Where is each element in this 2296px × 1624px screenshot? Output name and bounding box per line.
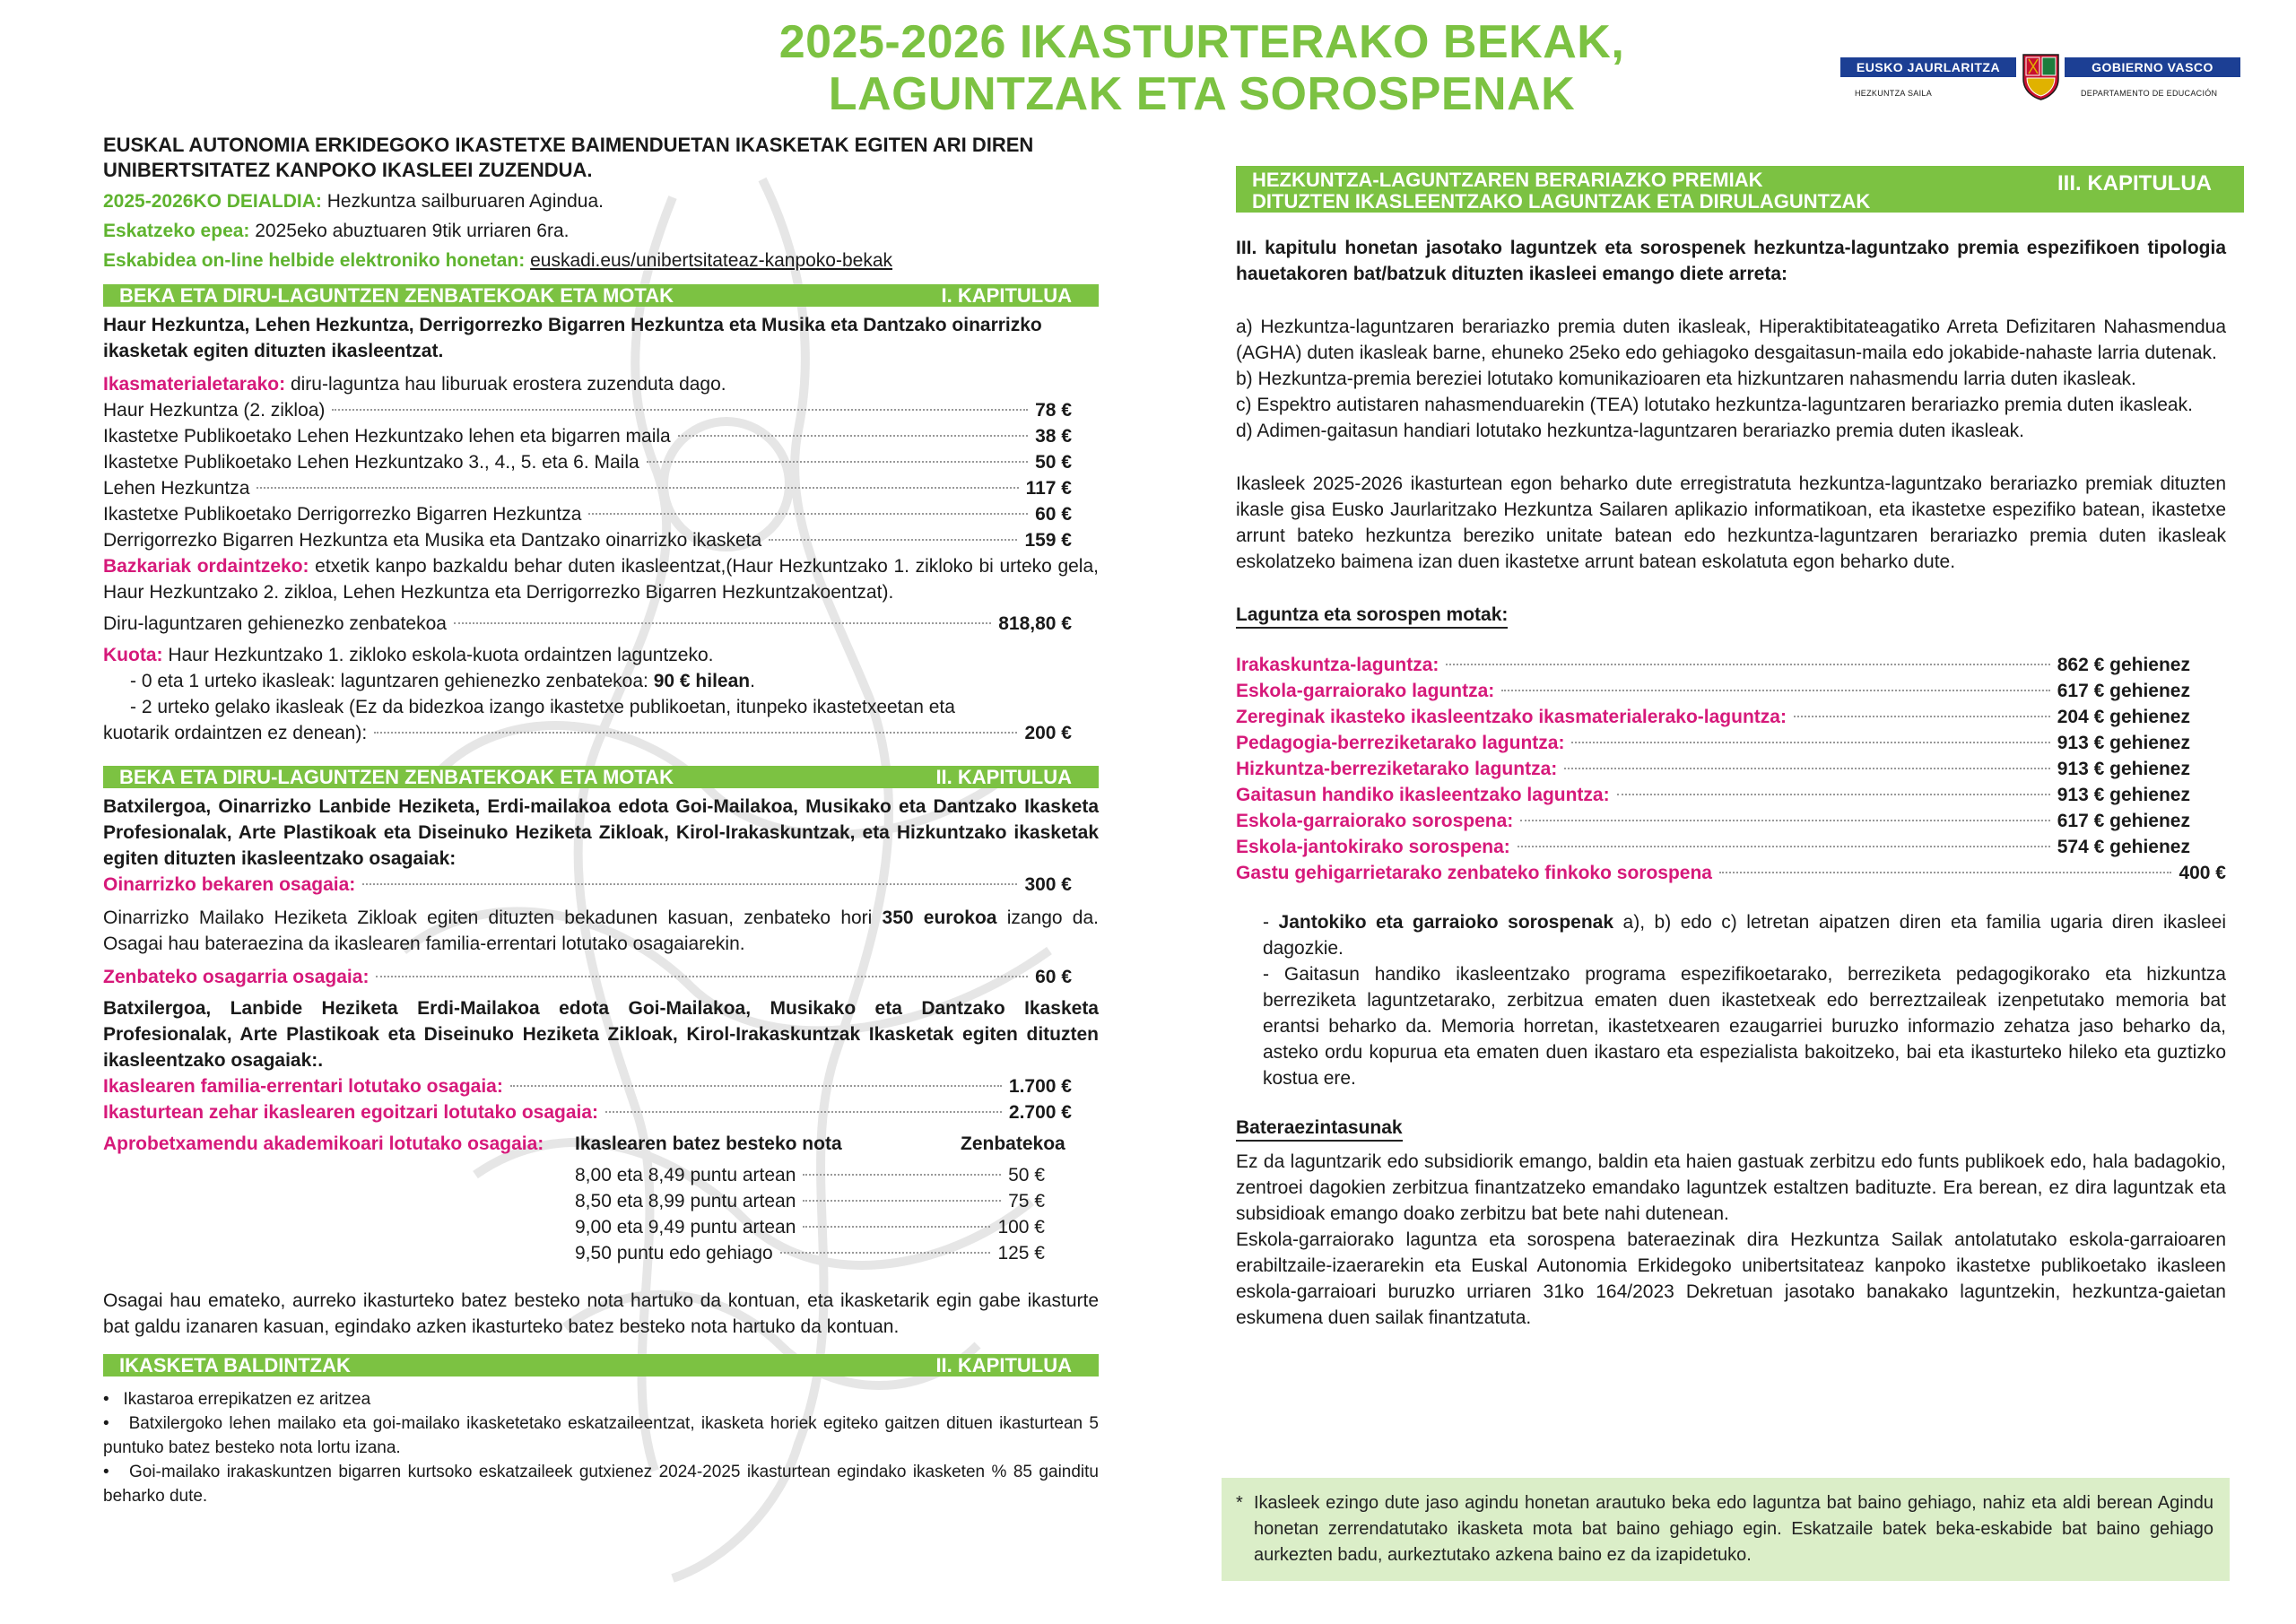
extra-amount-value: 60 € [1035, 967, 1072, 987]
chapter3-bar-chapter: III. KAPITULUA [2057, 171, 2212, 195]
list-item: Derrigorrezko Bigarren Hezkuntza eta Musika eta Dantzako oinarrizko ikasketa 159 € [103, 530, 1072, 551]
academic-label: Aprobetxamendu akademikoari lotutako osagaia: [103, 1133, 544, 1154]
table-row: 8,50 eta 8,99 puntu artean 75 € [575, 1191, 1045, 1211]
list-item: Haur Hezkuntza (2. zikloa) 78 € [103, 400, 1072, 421]
online-application-link[interactable]: euskadi.eus/unibertsitateaz-kanpoko-bekak [530, 250, 893, 271]
max-amount-row [103, 611, 1099, 637]
list-item: c) Espektro autistaren nahasmenduarekin (TEA) lotutako hezkuntza-laguntzaren berariazko premia duten ikasleak. [1236, 395, 2193, 415]
fee-text: Haur Hezkuntzako 1. zikloko eskola-kuota ordaintzen laguntzeko. [162, 645, 714, 665]
incompat-p2: Eskola-garraiorako laguntza eta sorospena bateraezinak dira Hezkuntza Sailak antolatutako eskola-garraioaren erabiltzaile-izaerarekin eta Euskal Autonomia Erkidegoko unibertsitateaz kanpoko ikastetxe publikoetako ikasleen eskola-garraioari buruzko urriaren 31ko 164/2023 Dekretuan jasotako banakako laguntzekin, hezkuntza-gaietan eskumena duen sailak finantzatuta. [1236, 1229, 2226, 1328]
lunch-paragraph [103, 553, 1099, 605]
academic-table [575, 1162, 1045, 1266]
list-item: Irakaskuntza-laguntza: 862 € gehienez [1236, 655, 2190, 675]
extra-amount-label: Zenbateko osagarria osagaia: [103, 967, 370, 987]
intro-deadline-label: Eskatzeko epea: [103, 221, 250, 241]
page-title-line2: LAGUNTZAK ETA SOROSPENAK [828, 68, 1576, 120]
logo-right-bar: GOBIERNO VASCO [2065, 57, 2240, 77]
chapter1-bar-chapter: I. KAPITULUA [941, 284, 1072, 307]
lunch-label: Bazkariak ordaintzeko: [103, 556, 309, 577]
chapter3-bar-line2: DITUZTEN IKASLEENTZAKO LAGUNTZAK ETA DIRULAGUNTZAK [1252, 190, 1871, 213]
footnote-box [1222, 1478, 2230, 1581]
intro-deadline [103, 218, 1099, 244]
materials-label: Ikasmaterialetarako: [103, 374, 286, 395]
lunch-text: etxetik kanpo bazkaldu behar duten ikasleentzat,(Haur Hezkuntzako 1. zikloko bi urteko gela, Haur Hezkuntzako 2. zikloa, Lehen Hezkuntza eta Derrigorrezko Bigarren Hezkuntzakoentzat). [103, 556, 1099, 603]
aid-types-heading [1236, 602, 2226, 629]
conditions-bar-title: IKASKETA BALDINTZAK [119, 1354, 351, 1376]
conditions-bar [103, 1354, 1099, 1376]
chapter3-bar [1236, 166, 2244, 213]
list-item: Ikastetxe Publikoetako Lehen Hezkuntzako 3., 4., 5. eta 6. Maila 50 € [103, 452, 1072, 473]
page-title-line1: 2025-2026 IKASTURTERAKO BEKAK, [778, 16, 1625, 68]
list-item: Ikastetxe Publikoetako Lehen Hezkuntzako lehen eta bigarren maila 38 € [103, 426, 1072, 447]
list-item: Pedagogia-berreziketarako laguntza: 913 € gehienez [1236, 733, 2190, 753]
intro-call-text: Hezkuntza sailburuaren Agindua. [321, 191, 604, 212]
list-item: Zereginak ikasteko ikasleentzako ikasmaterialerako-laguntza: 204 € gehienez [1236, 707, 2190, 727]
list-item: Gastu gehigarrietarako zenbateko finkoko sorospena 400 € [1236, 863, 2226, 883]
chapter3-bar-line1: HEZKUNTZA-LAGUNTZAREN BERARIAZKO PREMIAK [1252, 169, 1763, 191]
conditions-bar-chapter: II. KAPITULUA [935, 1354, 1072, 1376]
academic-note: Osagai hau emateko, aurreko ikasturteko batez besteko nota hartuko da kontuan, eta ikasketarik egin gabe ikasturte bat galdu izanaren kasuan, egindako azken ikasturteko batez besteko nota hartuko da kontuan. [103, 1290, 1099, 1337]
list-item: b) Hezkuntza-premia bereziei lotutako komunikazioaren eta hizkuntzaren nahasmendu larria duten ikasleak. [1236, 369, 2136, 389]
chapter2-bar-chapter: II. KAPITULUA [935, 766, 1072, 788]
fee-intro [103, 642, 1099, 668]
fee-item-2: - 2 urteko gelako ikasleak (Ez da bidezkoa izango ikastetxe publikoetan, itunpeko ikastetxeetan eta [130, 697, 955, 717]
list-item: d) Adimen-gaitasun handiari lotutako hezkuntza-laguntzaren berariazko premia duten ikasleak. [1236, 421, 2025, 441]
aid-types-title: Laguntza eta sorospen motak: [1236, 604, 1508, 629]
academic-col1: Ikaslearen batez besteko nota [575, 1133, 842, 1154]
page-title [718, 16, 1686, 120]
chapter2-bar [103, 766, 1099, 788]
aid-types-list [1236, 652, 2226, 886]
chapter1-bar-title: BEKA ETA DIRU-LAGUNTZEN ZENBATEKOAK ETA MOTAK [119, 284, 674, 307]
list-item: Ikastetxe Publikoetako Derrigorrezko Bigarren Hezkuntza 60 € [103, 504, 1072, 525]
table-row: 9,50 puntu edo gehiago 125 € [575, 1243, 1045, 1264]
chapter2-subtitle2: Batxilergoa, Lanbide Heziketa Erdi-Mailakoa edota Goi-Mailakoa, Musikako eta Dantzako Ikasketa Profesionalak, Arte Plastikoak eta Diseinuko Heziketa Zikloak, Kirol-Irakaskuntzak Ikasketak egiten dituzten ikasleentzako osagaiak:. [103, 998, 1099, 1071]
materials-intro [103, 371, 1099, 397]
incompat-title: Bateraezintasunak [1236, 1116, 1403, 1142]
incompat-heading [1236, 1115, 2226, 1142]
footnote-star: * [1236, 1493, 1243, 1513]
chapter3-registration: Ikasleek 2025-2026 ikasturtean egon beharko dute erregistratuta hezkuntza-laguntzako berariazko premiak dituzten ikasle gisa Eusko Jaurlaritzako Hezkuntza Sailaren aplikazio informatikoan, eta ikastetxe espezifiko batean, ikastetxe arrunt bateko hezkuntza bereziko unitate batean edo hezkuntza-laguntzaren berariazko premia duten ikasleak eskolatzeko baimena izan duen ikastetxe arrunt batean eskolatuta egon beharko dute. [1236, 473, 2226, 572]
logo-left-sub: HEZKUNTZA SAILA [1855, 89, 1933, 98]
basic-grant-row [103, 872, 1099, 898]
fee-item-1: - 0 eta 1 urteko ikasleak: laguntzaren gehienezko zenbatekoa: 90 € hilean. [130, 671, 755, 691]
conditions-list [103, 1387, 1099, 1508]
materials-text: diru-laguntza hau liburuak erostera zuzenduta dago. [285, 374, 726, 395]
intro-online-label: Eskabidea on-line helbide elektroniko honetan: [103, 250, 526, 271]
list-item: Eskola-garraiorako laguntza: 617 € gehienez [1236, 681, 2190, 701]
intro-heading: EUSKAL AUTONOMIA ERKIDEGOKO IKASTETXE BAIMENDUETAN IKASKETAK EGITEN ARI DIREN UNIBERTSITATEZ KANPOKO IKASLEEI ZUZENDUA. [103, 134, 1034, 181]
list-item: Eskola-garraiorako sorospena: 617 € gehienez [1236, 811, 2190, 831]
left-column [103, 133, 1099, 1508]
extra-amount-row [103, 964, 1099, 990]
incompat-p1: Ez da laguntzarik edo subsidiorik emango, baldin eta haien gastuak zerbitzu edo funts publikoek edo, hala badagokio, zentroei dagokien zerbitzua finantzatzeko emandako laguntzek estaltzen badituzte. Era berean, ez dira laguntzak eta subsidioak emango doako zerbitzu bat bete nahi dutenean. [1236, 1151, 2226, 1224]
basic-grant-note: Oinarrizko Mailako Heziketa Zikloak egiten dituzten bekadunen kasuan, zenbateko hori 350 eurokoa izango da. Osagai hau bateraezina da ikaslearen familia-errentari lotutako osagaiarekin. [103, 908, 1099, 954]
list-item: Gaitasun handiko ikasleentzako laguntza: 913 € gehienez [1236, 785, 2190, 805]
family-income-row: Ikaslearen familia-errentari lotutako osagaia: 1.700 € [103, 1076, 1072, 1097]
academic-col2: Zenbatekoa [961, 1133, 1065, 1154]
max-amount-label: Diru-laguntzaren gehienezko zenbatekoa [103, 613, 447, 634]
chapter1-subtitle: Haur Hezkuntza, Lehen Hezkuntza, Derrigorrezko Bigarren Hezkuntza eta Musika eta Dantzako oinarrizko ikasketak egiten dituzten ikasleentzat. [103, 315, 1042, 361]
intro-deadline-text: 2025eko abuztuaren 9tik urriaren 6ra. [249, 221, 570, 241]
chapter2-subtitle1: Batxilergoa, Oinarrizko Lanbide Heziketa, Erdi-mailakoa edota Goi-Mailakoa, Musikako eta Dantzako Ikasketa Profesionalak, Arte Plastikoak eta Diseinuko Heziketa Zikloak, Kirol-Irakaskuntzak, eta Hizkuntzako ikasketak egiten dituzten ikasleentzako osagaiak: [103, 796, 1099, 869]
chapter3-intro: III. kapitulu honetan jasotako laguntzek eta sorospenek hezkuntza-laguntzako premia espezifikoen tipologia hauetakoren bat/batzuk dituzten ikasleei emango diete arreta: [1236, 238, 2226, 284]
chapter1-bar [103, 284, 1099, 307]
list-item: • Goi-mailako irakaskuntzen bigarren kurtsoko eskatzaileek gutxienez 2024-2025 ikasturtean egindako ikasketen % 85 gainditu beharko dute. [103, 1463, 1099, 1506]
government-logo [1840, 52, 2240, 106]
logo-right-sub: DEPARTAMENTO DE EDUCACIÓN [2081, 89, 2218, 98]
intro-online [103, 248, 1099, 274]
basic-grant-label: Oinarrizko bekaren osagaia: [103, 874, 356, 895]
list-item: Eskola-jantokirako sorospena: 574 € gehienez [1236, 837, 2190, 857]
chapter2-bar-title: BEKA ETA DIRU-LAGUNTZEN ZENBATEKOAK ETA MOTAK [119, 766, 674, 788]
table-row: 9,00 eta 9,49 puntu artean 100 € [575, 1217, 1045, 1238]
intro-call [103, 188, 1099, 214]
fee-item-2-row: kuotarik ordaintzen ez denean): 200 € [103, 723, 1072, 743]
chapter3-types [1236, 314, 2226, 444]
dining-paragraph: - Jantokiko eta garraioko sorospenak a), b) edo c) letretan aipatzen diren eta familia ugaria diren ikasleei dagozkie. [1263, 912, 2227, 959]
table-row: 8,00 eta 8,49 puntu artean 50 € [575, 1165, 1045, 1185]
materials-list [103, 397, 1099, 553]
list-item: • Batxilergoko lehen mailako eta goi-mailako ikasketetako eskatzaileentzat, ikasketa horiek egiteko gaitzen dituen ikasturtean 5 puntuko batez besteko nota lortu izana. [103, 1414, 1099, 1457]
residence-row: Ikasturtean zehar ikaslearen egoitzari lotutako osagaia: 2.700 € [103, 1102, 1072, 1123]
right-column [1236, 235, 2226, 1331]
list-item: Lehen Hezkuntza 117 € [103, 478, 1072, 499]
basic-grant-value: 300 € [1024, 874, 1072, 895]
fee-label: Kuota: [103, 645, 163, 665]
programs-paragraph: - Gaitasun handiko ikasleentzako programa espezifikoetarako, berreziketa pedagogikorako eta hizkuntza berreziketa laguntzetarako, zerbitzua ematen duen ikastetxeak edo berreztzaileak izenpetutako memoria bat erantsi beharko da. Memoria horretan, ikastetxearen ezaugarriei buruzko informazio zehatza jaso beharko da, asteko ordu kopurua eta ematen duen ikastaro eta espezialista bakoitzeko, bai eta ikasturteko hileko eta guztizko kostua ere. [1263, 964, 2226, 1089]
list-item: a) Hezkuntza-laguntzaren berariazko premia duten ikasleak, Hiperaktibitateagatiko Arreta Defizitaren Nahasmendua (AGHA) duten ikasleak barne, ehuneko 25eko edo gehiagoko desgaitasun-maila edo jokabide-nahaste larria dutenak. [1236, 317, 2226, 363]
list-item: Hizkuntza-berreziketarako laguntza: 913 € gehienez [1236, 759, 2190, 779]
academic-row [103, 1131, 1099, 1157]
logo-left-bar: EUSKO JAURLARITZA [1840, 57, 2016, 77]
list-item: • Ikastaroa errepikatzen ez aritzea [103, 1390, 371, 1409]
max-amount-value: 818,80 € [998, 613, 1072, 634]
footnote-text: Ikasleek ezingo dute jaso agindu honetan arautuko beka edo laguntza bat baino gehiago, nahiz eta aldi berean Agindu honetan zerrendatutako ikasketa mota bat baino gehiago egin. Eskatzaile batek beka-eskabide bat baino gehiago aurkezten badu, aurkeztutako azkena baino ez da izapidetuko. [1254, 1493, 2213, 1565]
basque-government-shield-icon [2021, 52, 2061, 100]
intro-call-label: 2025-2026KO DEIALDIA: [103, 191, 322, 212]
